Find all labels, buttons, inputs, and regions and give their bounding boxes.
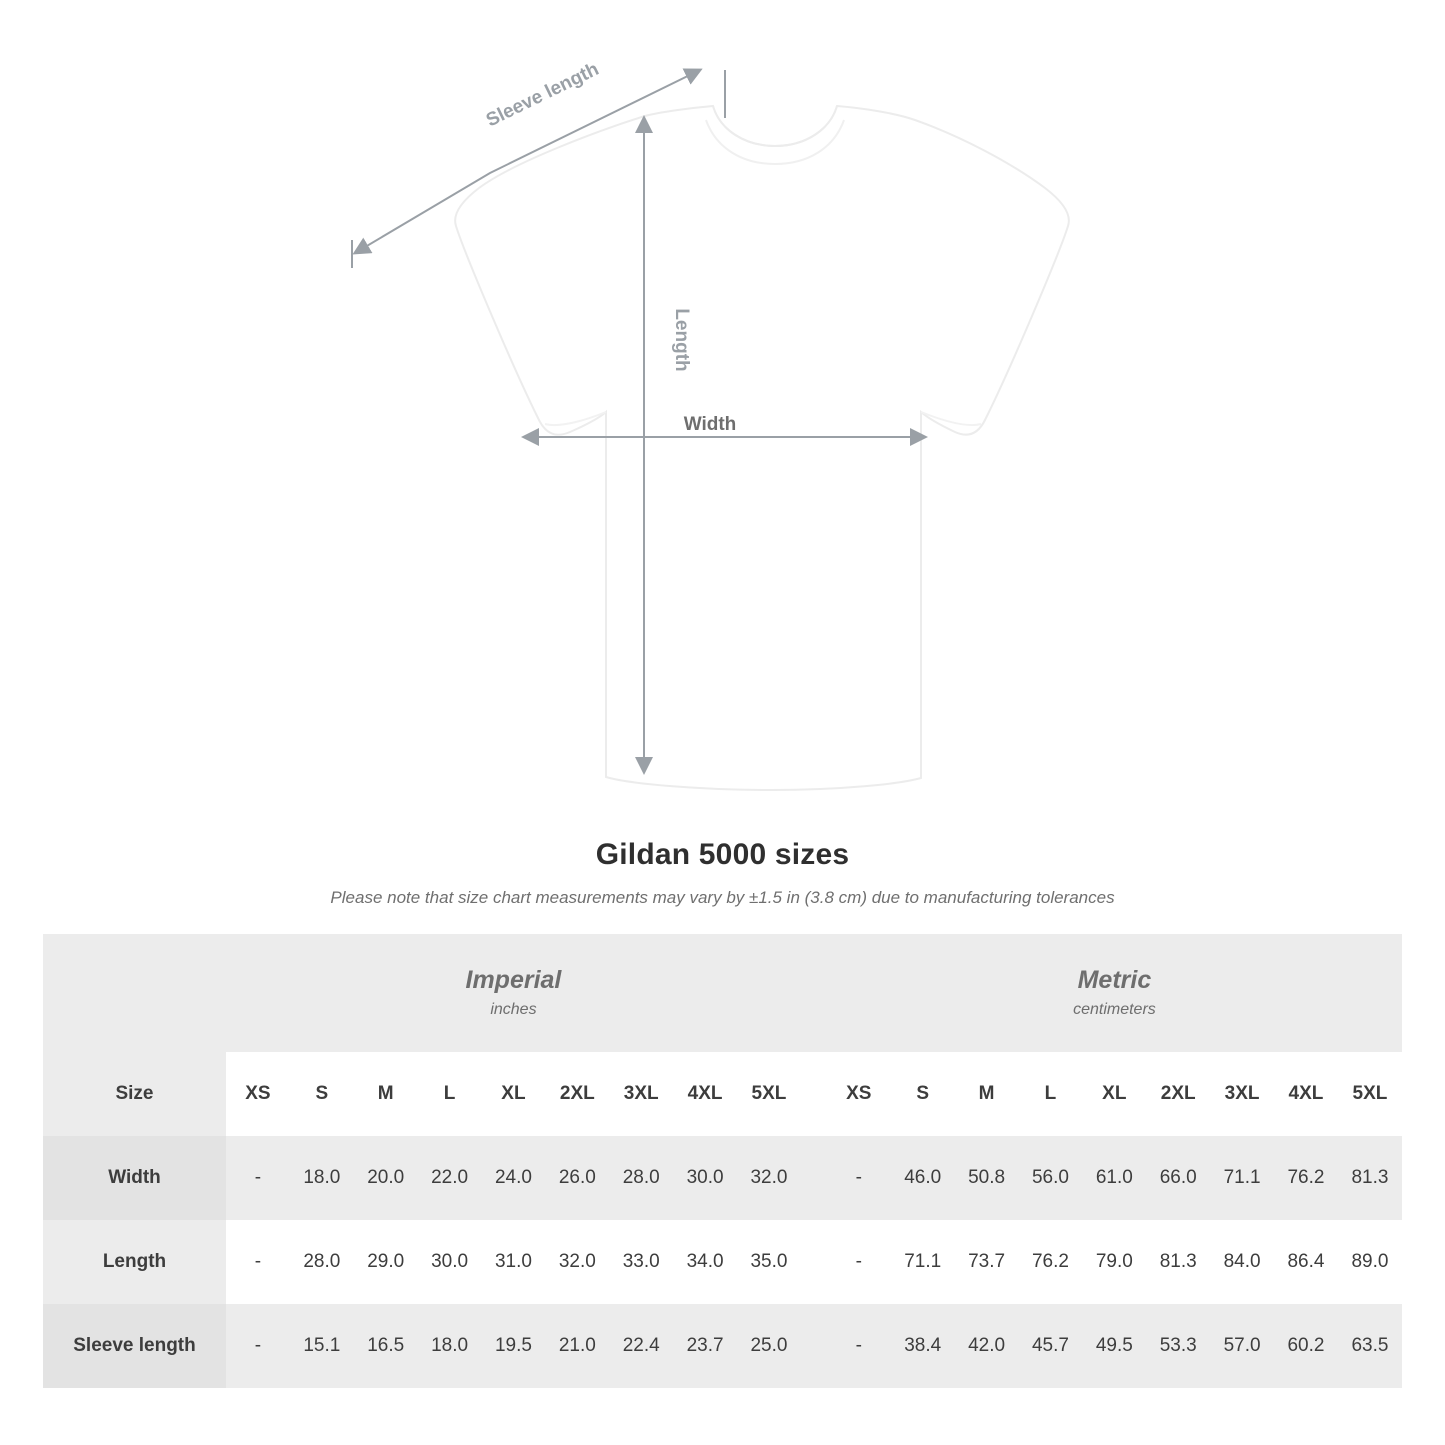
size-header-imperial-s: S (290, 1052, 354, 1136)
size-header-metric-3xl: 3XL (1210, 1052, 1274, 1136)
unit-name-metric: Metric (1077, 966, 1152, 995)
tolerance-note: Please note that size chart measurements may vary by ±1.5 in (3.8 cm) due to manufacturing tolerances (330, 888, 1115, 907)
row-label-width: Width (43, 1136, 226, 1220)
cell-width-met-2xl: 66.0 (1146, 1136, 1210, 1220)
title-block (0, 838, 1445, 908)
row-label-sleeve-length: Sleeve length (43, 1304, 226, 1388)
unit-header-spacer (43, 934, 226, 1052)
cell-length-imp-xs: - (226, 1220, 290, 1304)
size-header-metric-s: S (891, 1052, 955, 1136)
tshirt-shape (455, 106, 1069, 790)
unit-name-imperial: Imperial (465, 966, 562, 995)
cell-sleeve-imp-4xl: 23.7 (673, 1304, 737, 1388)
cell-width-met-s: 46.0 (891, 1136, 955, 1220)
size-header-imperial-5xl: 5XL (737, 1052, 801, 1136)
unit-header-row (43, 934, 1402, 1052)
cell-width-imp-2xl: 26.0 (545, 1136, 609, 1220)
cell-width-imp-3xl: 28.0 (609, 1136, 673, 1220)
cell-sleeve-met-3xl: 57.0 (1210, 1304, 1274, 1388)
cell-width-met-5xl: 81.3 (1338, 1136, 1402, 1220)
cell-sleeve-met-l: 45.7 (1019, 1304, 1083, 1388)
cell-length-imp-m: 29.0 (354, 1220, 418, 1304)
size-header-imperial-2xl: 2XL (545, 1052, 609, 1136)
cell-sleeve-met-xl: 49.5 (1082, 1304, 1146, 1388)
cell-sleeve-imp-m: 16.5 (354, 1304, 418, 1388)
size-table (43, 934, 1402, 1388)
cell-width-met-4xl: 76.2 (1274, 1136, 1338, 1220)
cell-length-met-2xl: 81.3 (1146, 1220, 1210, 1304)
unit-header-metric (827, 934, 1402, 1052)
cell-width-imp-s: 18.0 (290, 1136, 354, 1220)
cell-sleeve-imp-3xl: 22.4 (609, 1304, 673, 1388)
cell-width-met-xs: - (827, 1136, 891, 1220)
size-header-metric-l: L (1019, 1052, 1083, 1136)
width-label: Width (683, 414, 737, 435)
cell-width-imp-xl: 24.0 (482, 1136, 546, 1220)
size-header-metric-m: M (955, 1052, 1019, 1136)
cell-sleeve-imp-s: 15.1 (290, 1304, 354, 1388)
size-header-row (43, 1052, 1402, 1136)
size-header-metric-xs: XS (827, 1052, 891, 1136)
cell-width-imp-5xl: 32.0 (737, 1136, 801, 1220)
cell-length-met-l: 76.2 (1019, 1220, 1083, 1304)
row-gap-width (801, 1136, 827, 1220)
table-row (43, 1136, 1402, 1220)
cell-sleeve-met-4xl: 60.2 (1274, 1304, 1338, 1388)
cell-width-imp-l: 22.0 (418, 1136, 482, 1220)
size-header-imperial-4xl: 4XL (673, 1052, 737, 1136)
row-gap-sleeve (801, 1304, 827, 1388)
size-header-imperial-xl: XL (482, 1052, 546, 1136)
cell-length-imp-3xl: 33.0 (609, 1220, 673, 1304)
size-header-metric-4xl: 4XL (1274, 1052, 1338, 1136)
cell-length-met-3xl: 84.0 (1210, 1220, 1274, 1304)
cell-sleeve-met-m: 42.0 (955, 1304, 1019, 1388)
cell-sleeve-met-s: 38.4 (891, 1304, 955, 1388)
size-header-label: Size (43, 1052, 226, 1136)
page-title: Gildan 5000 sizes (595, 838, 850, 871)
size-header-metric-2xl: 2XL (1146, 1052, 1210, 1136)
cell-length-met-4xl: 86.4 (1274, 1220, 1338, 1304)
unit-sub-imperial: inches (490, 1000, 537, 1018)
unit-header-imperial (226, 934, 801, 1052)
cell-sleeve-met-5xl: 63.5 (1338, 1304, 1402, 1388)
cell-sleeve-imp-l: 18.0 (418, 1304, 482, 1388)
sleeve-length-label: Sleeve length (482, 58, 603, 132)
cell-width-imp-xs: - (226, 1136, 290, 1220)
cell-length-met-m: 73.7 (955, 1220, 1019, 1304)
table-row (43, 1304, 1402, 1388)
cell-sleeve-imp-5xl: 25.0 (737, 1304, 801, 1388)
cell-width-met-xl: 61.0 (1082, 1136, 1146, 1220)
cell-length-imp-5xl: 35.0 (737, 1220, 801, 1304)
cell-width-imp-m: 20.0 (354, 1136, 418, 1220)
size-header-metric-xl: XL (1082, 1052, 1146, 1136)
cell-sleeve-imp-xs: - (226, 1304, 290, 1388)
cell-length-met-xs: - (827, 1220, 891, 1304)
cell-sleeve-imp-2xl: 21.0 (545, 1304, 609, 1388)
cell-length-imp-l: 30.0 (418, 1220, 482, 1304)
cell-length-imp-2xl: 32.0 (545, 1220, 609, 1304)
unit-sub-metric: centimeters (1073, 1000, 1156, 1018)
size-header-imperial-m: M (354, 1052, 418, 1136)
cell-width-met-3xl: 71.1 (1210, 1136, 1274, 1220)
table-row (43, 1220, 1402, 1304)
cell-sleeve-imp-xl: 19.5 (482, 1304, 546, 1388)
cell-length-imp-s: 28.0 (290, 1220, 354, 1304)
length-label: Length (671, 308, 692, 372)
cell-length-met-xl: 79.0 (1082, 1220, 1146, 1304)
cell-length-met-5xl: 89.0 (1338, 1220, 1402, 1304)
cell-width-imp-4xl: 30.0 (673, 1136, 737, 1220)
size-header-metric-5xl: 5XL (1338, 1052, 1402, 1136)
cell-length-imp-4xl: 34.0 (673, 1220, 737, 1304)
row-label-length: Length (43, 1220, 226, 1304)
cell-width-met-m: 50.8 (955, 1136, 1019, 1220)
size-header-gap (801, 1052, 827, 1136)
row-gap-length (801, 1220, 827, 1304)
size-header-imperial-xs: XS (226, 1052, 290, 1136)
unit-header-gap (801, 934, 827, 1052)
cell-sleeve-met-xs: - (827, 1304, 891, 1388)
cell-length-met-s: 71.1 (891, 1220, 955, 1304)
cell-width-met-l: 56.0 (1019, 1136, 1083, 1220)
cell-sleeve-met-2xl: 53.3 (1146, 1304, 1210, 1388)
size-table-wrapper (43, 934, 1402, 1388)
cell-length-imp-xl: 31.0 (482, 1220, 546, 1304)
size-header-imperial-l: L (418, 1052, 482, 1136)
size-header-imperial-3xl: 3XL (609, 1052, 673, 1136)
